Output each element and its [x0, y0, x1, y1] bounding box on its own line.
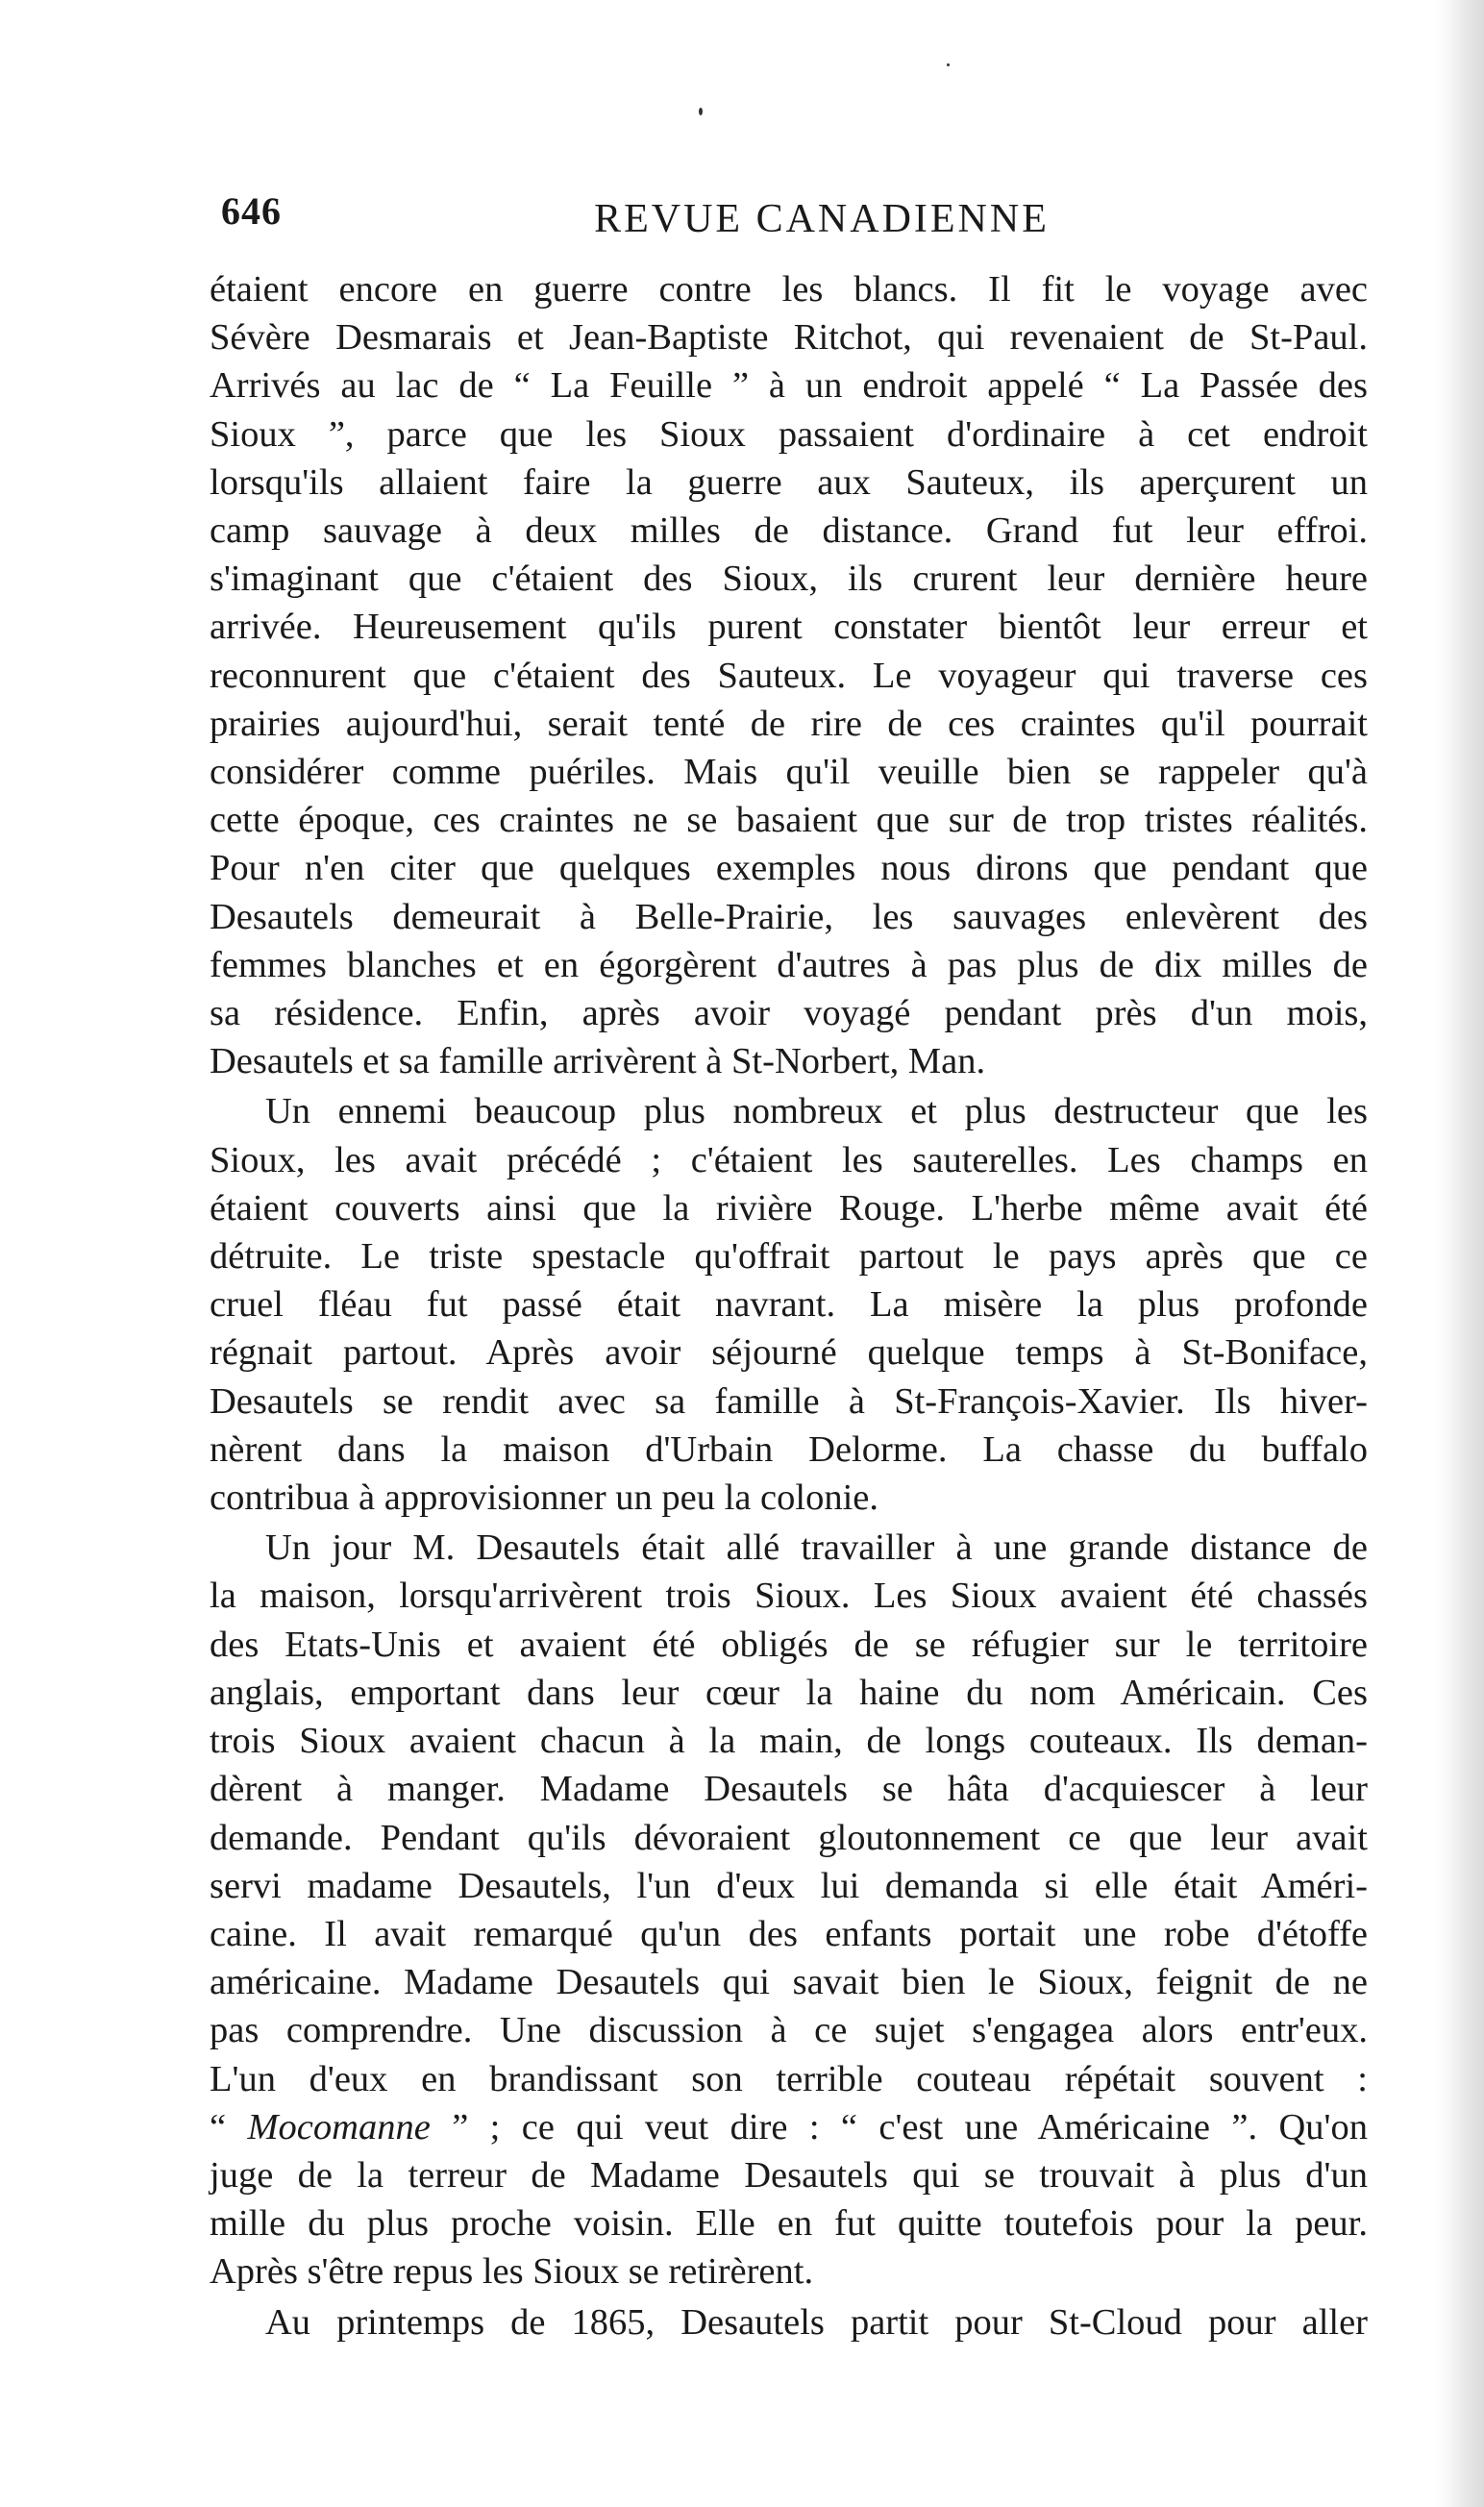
- text-line: L'un d'eux en brandissant son terrible couteau répétait souvent :: [210, 2058, 1368, 2099]
- text-line: Un ennemi beaucoup plus nombreux et plus destructeur que les: [265, 1091, 1368, 1132]
- text-line: Arrivés au lac de “ La Feuille ” à un endroit appelé “ La Passée des: [210, 365, 1368, 407]
- text-line: lorsqu'ils allaient faire la guerre aux Sauteux, ils aperçurent un: [210, 461, 1368, 503]
- scan-speck: [947, 63, 950, 66]
- italic-word: Mocomanne: [247, 2106, 431, 2147]
- text-line: cette époque, ces craintes ne se basaient que sur de trop tristes réalités.: [210, 800, 1368, 841]
- paragraph: [210, 2298, 1368, 2346]
- text-line: Sioux ”, parce que les Sioux passaient d'ordinaire à cet endroit: [210, 413, 1368, 455]
- text-line: anglais, emportant dans leur cœur la haine du nom Américain. Ces: [210, 1672, 1368, 1713]
- text-line: dèrent à manger. Madame Desautels se hâta d'acquiescer à leur: [210, 1769, 1368, 1810]
- text-line: Sioux, les avait précédé ; c'étaient les sauterelles. Les champs en: [210, 1139, 1368, 1180]
- text-line: caine. Il avait remarqué qu'un des enfants portait une robe d'étoffe: [210, 1913, 1368, 1954]
- text-line: contribua à approvisionner un peu la colonie.: [210, 1477, 878, 1519]
- text-line: considérer comme puériles. Mais qu'il veuille bien se rappeler qu'à: [210, 752, 1368, 793]
- text-line: Après s'être repus les Sioux se retirèrent.: [210, 2251, 814, 2293]
- text-line: demande. Pendant qu'ils dévoraient gloutonnement ce que leur avait: [210, 1817, 1368, 1858]
- text-line: la maison, lorsqu'arrivèrent trois Sioux. Les Sioux avaient été chassés: [210, 1576, 1368, 1617]
- page-number: 646: [221, 189, 282, 233]
- text-line: prairies aujourd'hui, serait tenté de rire de ces craintes qu'il pourrait: [210, 703, 1368, 744]
- text-line: Un jour M. Desautels était allé travailler à une grande distance de: [265, 1527, 1368, 1569]
- text-line: Desautels se rendit avec sa famille à St-François-Xavier. Ils hiver-: [210, 1380, 1368, 1422]
- text-line: Au printemps de 1865, Desautels partit pour St-Cloud pour aller: [265, 2301, 1368, 2343]
- text-line: trois Sioux avaient chacun à la main, de longs couteaux. Ils deman-: [210, 1721, 1368, 1762]
- text-line: arrivée. Heureusement qu'ils purent constater bientôt leur erreur et: [210, 607, 1368, 648]
- text-line: Sévère Desmarais et Jean-Baptiste Ritchot, qui revenaient de St-Paul.: [210, 317, 1368, 359]
- text-line: s'imaginant que c'étaient des Sioux, ils crurent leur dernière heure: [210, 558, 1368, 600]
- text-line: cruel fléau fut passé était navrant. La misère la plus profonde: [210, 1284, 1368, 1326]
- scan-speck: [699, 108, 703, 115]
- text-line: étaient encore en guerre contre les blancs. Il fit le voyage avec: [210, 269, 1368, 310]
- body-text: [210, 265, 1368, 2346]
- paragraph: [210, 1087, 1368, 1522]
- text-line: juge de la terreur de Madame Desautels qui se trouvait à plus d'un: [210, 2154, 1368, 2196]
- text-line: femmes blanches et en égorgèrent d'autres à pas plus de dix milles de: [210, 944, 1368, 985]
- text-line: étaient couverts ainsi que la rivière Rouge. L'herbe même avait été: [210, 1187, 1368, 1229]
- text-line: servi madame Desautels, l'un d'eux lui demanda si elle était Améri-: [210, 1865, 1368, 1906]
- text-line: Pour n'en citer que quelques exemples nous dirons que pendant que: [210, 848, 1368, 889]
- text-line: américaine. Madame Desautels qui savait bien le Sioux, feignit de ne: [210, 1962, 1368, 2003]
- text-line: mille du plus proche voisin. Elle en fut quitte toutefois pour la peur.: [210, 2203, 1368, 2245]
- scan-page-edge: [1434, 0, 1484, 2507]
- text-line: Desautels et sa famille arrivèrent à St-Norbert, Man.: [210, 1041, 986, 1082]
- text-line: “ Mocomanne ” ; ce qui veut dire : “ c'est une Américaine ”. Qu'on: [210, 2106, 1368, 2147]
- page-header: [221, 188, 1365, 256]
- text-line: détruite. Le triste spestacle qu'offrait partout le pays après que ce: [210, 1236, 1368, 1278]
- text-line: sa résidence. Enfin, après avoir voyagé pendant près d'un mois,: [210, 993, 1368, 1034]
- paragraph: [210, 1524, 1368, 2296]
- text-line: pas comprendre. Une discussion à ce sujet s'engagea alors entr'eux.: [210, 2010, 1368, 2051]
- running-title: REVUE CANADIENNE: [594, 197, 1050, 241]
- text-line: camp sauvage à deux milles de distance. Grand fut leur effroi.: [210, 510, 1368, 552]
- text-line: Desautels demeurait à Belle-Prairie, les sauvages enlevèrent des: [210, 896, 1368, 937]
- text-line: régnait partout. Après avoir séjourné quelque temps à St-Boniface,: [210, 1332, 1368, 1374]
- text-line: reconnurent que c'étaient des Sauteux. Le voyageur qui traverse ces: [210, 655, 1368, 696]
- paragraph: [210, 265, 1368, 1085]
- text-line: des Etats-Unis et avaient été obligés de se réfugier sur le territoire: [210, 1624, 1368, 1665]
- text-line: nèrent dans la maison d'Urbain Delorme. La chasse du buffalo: [210, 1428, 1368, 1470]
